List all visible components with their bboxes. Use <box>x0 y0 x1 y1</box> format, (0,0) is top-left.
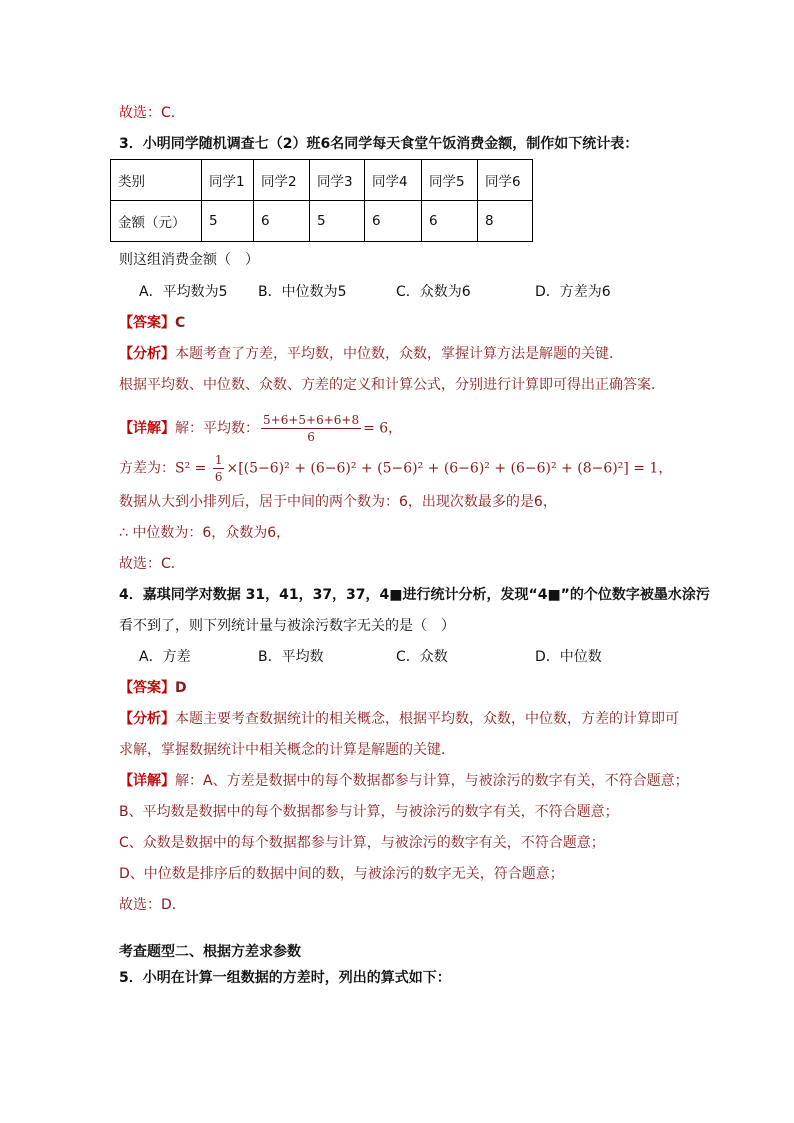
option-a: A．方差 <box>139 649 191 665</box>
analysis-text: 本题考查了方差，平均数，中位数，众数，掌握计算方法是解题的关键． <box>175 346 623 362</box>
option-b: B．平均数 <box>258 649 324 665</box>
q4-analysis-2: 求解，掌握数据统计中相关概念的计算是解题的关键． <box>119 742 455 758</box>
analysis-tag: 【分析】 <box>119 711 175 727</box>
table-cell: 6 <box>365 201 422 242</box>
q4-detail-1 <box>119 771 689 791</box>
q2-answer-text: 故选：C． <box>119 105 185 121</box>
table-cell: 同学5 <box>422 160 478 201</box>
table-cell: 5 <box>202 201 254 242</box>
answer-tag: 【答案】 <box>119 315 175 331</box>
detail-tag: 【详解】 <box>119 420 175 437</box>
table-cell: 同学4 <box>365 160 422 201</box>
answer-tag: 【答案】 <box>119 680 175 696</box>
q3-detail-mean <box>119 412 402 445</box>
q3-stem: 3．小明同学随机调查七（2）班6名同学每天食堂午饭消费金额，制作如下统计表： <box>119 136 639 152</box>
table-header-row <box>111 160 533 201</box>
q4-detail-2: B、平均数是数据中的每个数据都参与计算，与被涂污的数字有关，不符合题意； <box>119 804 619 820</box>
q3-answer-line: 故选：C． <box>119 556 185 572</box>
q3-detail-variance <box>119 452 672 485</box>
option-d: D．中位数 <box>535 649 602 665</box>
detail-prefix: 解：平均数： <box>175 420 259 437</box>
variance-expression: ×[(5−6)² + (6−6)² + (5−6)² + (6−6)² + (6−6)² + (8−6)²] = 1， <box>226 460 673 477</box>
table-cell: 同学3 <box>310 160 365 201</box>
q3-answer <box>119 313 185 333</box>
q3-analysis <box>119 344 623 364</box>
q4-answer-line: 故选：D． <box>119 897 186 913</box>
table-cell: 类别 <box>111 160 202 201</box>
q4-analysis-1 <box>119 709 679 729</box>
analysis-text: 本题主要考查数据统计的相关概念，根据平均数，众数，中位数，方差的计算即可 <box>175 711 679 727</box>
answer-value: D <box>175 680 187 696</box>
table-cell: 同学6 <box>478 160 533 201</box>
q2-answer-line <box>119 103 185 123</box>
variance-lhs: S² = <box>175 460 211 477</box>
table-cell: 6 <box>254 201 310 242</box>
q5-stem: 5．小明在计算一组数据的方差时，列出的算式如下： <box>119 970 451 986</box>
q4-answer <box>119 678 187 698</box>
mean-result: = 6， <box>363 420 403 437</box>
mean-fraction <box>261 412 361 445</box>
variance-coefficient <box>213 452 225 485</box>
table-row <box>111 201 533 242</box>
table-cell: 8 <box>478 201 533 242</box>
fraction-numerator: 1 <box>214 453 223 467</box>
q3-detail-3: 数据从大到小排列后，居于中间的两个数为：6，出现次数最多的是6， <box>119 494 557 510</box>
variance-prefix: 方差为： <box>119 460 175 477</box>
q3-detail-4: ∴ 中位数为：6，众数为6， <box>119 525 291 541</box>
option-b: B．中位数为5 <box>258 284 347 300</box>
option-a: A．平均数为5 <box>139 284 228 300</box>
q4-stem-2: 看不到了，则下列统计量与被涂污数字无关的是（ ） <box>119 618 455 634</box>
fraction-denominator: 6 <box>214 470 223 484</box>
q4-detail-4: D、中位数是排序后的数据中间的数，与被涂污的数字无关，符合题意； <box>119 866 564 882</box>
answer-value: C <box>175 315 186 331</box>
q4-detail-3: C、众数是数据中的每个数据都参与计算，与被涂污的数字有关，不符合题意； <box>119 835 605 851</box>
table-cell: 同学1 <box>202 160 254 201</box>
analysis-tag: 【分析】 <box>119 346 175 362</box>
detail-tag: 【详解】 <box>119 773 175 789</box>
detail-text: 解：A、方差是数据中的每个数据都参与计算，与被涂污的数字有关，不符合题意； <box>175 773 689 789</box>
table-cell: 金额（元） <box>111 201 202 242</box>
option-d: D．方差为6 <box>535 284 611 300</box>
fraction-denominator: 6 <box>307 430 315 444</box>
table-cell: 5 <box>310 201 365 242</box>
option-c: C．众数为6 <box>396 284 471 300</box>
q3-question: 则这组消费金额（ ） <box>119 252 259 268</box>
table-cell: 6 <box>422 201 478 242</box>
q4-stem-1: 4．嘉琪同学对数据 31，41，37，37，4■进行统计分析，发现“4■”的个位数字被墨水涂污 <box>119 587 710 603</box>
fraction-numerator: 5+6+5+6+6+8 <box>263 413 360 427</box>
table-cell: 同学2 <box>254 160 310 201</box>
q3-analysis-2: 根据平均数、中位数、众数、方差的定义和计算公式，分别进行计算即可得出正确答案． <box>119 377 665 393</box>
option-c: C．众数 <box>396 649 448 665</box>
section-title: 考查题型二、根据方差求参数 <box>119 944 301 960</box>
q3-statistics-table <box>110 159 533 242</box>
